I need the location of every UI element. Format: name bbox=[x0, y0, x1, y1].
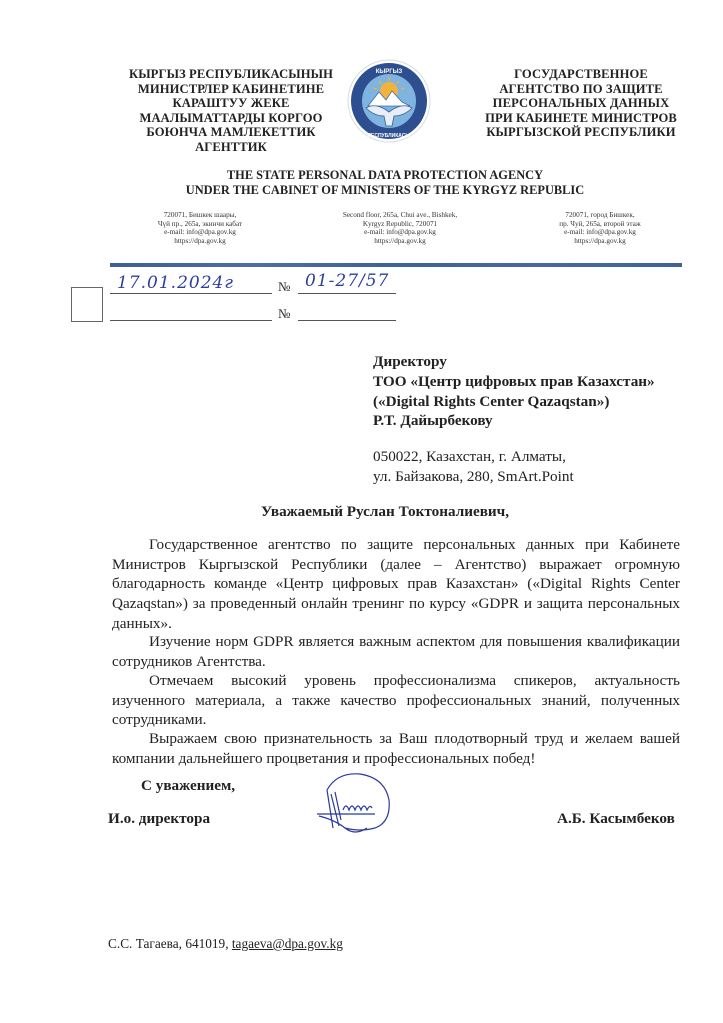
address-email: e-mail: info@dpa.gov.kg bbox=[164, 228, 236, 237]
header-kyrgyz-line: АГЕНТТИК bbox=[195, 139, 267, 154]
header-divider bbox=[110, 263, 682, 267]
address-line: Second floor, 265a, Chui ave., Bishkek, bbox=[342, 211, 458, 219]
header-english-line: THE STATE PERSONAL DATA PROTECTION AGENCY bbox=[226, 168, 544, 182]
address-english bbox=[305, 211, 495, 245]
addressee-line: ТОО «Центр цифровых прав Казахстан» bbox=[373, 372, 655, 390]
address-email: e-mail: info@dpa.gov.kg bbox=[564, 228, 636, 237]
handwritten-signature-icon bbox=[315, 770, 395, 840]
header-english-line: UNDER THE CABINET OF MINISTERS OF THE KYRGYZ REPUBLIC bbox=[185, 183, 585, 197]
addressee-line: Директору bbox=[373, 353, 447, 370]
header-russian-line: КЫРГЫЗСКОЙ РЕСПУБЛИКИ bbox=[486, 125, 676, 139]
closing: С уважением, bbox=[141, 777, 236, 794]
svg-text:КЫРГЫЗ: КЫРГЫЗ bbox=[375, 69, 403, 75]
svg-text:РЕСПУБЛИКАСЫ: РЕСПУБЛИКАСЫ bbox=[367, 133, 411, 139]
incoming-date-line bbox=[110, 320, 272, 321]
header-russian-line: АГЕНТСТВО ПО ЗАЩИТЕ bbox=[499, 81, 663, 96]
addressee-address bbox=[373, 447, 703, 487]
registration-date-line bbox=[110, 293, 272, 294]
address-russian bbox=[505, 211, 695, 245]
address-line: 720071, Бишкек шаары, bbox=[163, 211, 237, 219]
header-kyrgyz-line: МИНИСТРЛЕР КАБИНЕТИНЕ bbox=[137, 81, 325, 96]
address-line: Kyrgyz Republic, 720071 bbox=[362, 219, 438, 228]
address-website: https://dpa.gov.kg bbox=[174, 236, 226, 245]
executor-email-link[interactable]: tagaeva@dpa.gov.kg bbox=[231, 936, 343, 951]
header-russian-line: ПРИ КАБИНЕТЕ МИНИСТРОВ bbox=[485, 110, 677, 125]
address-email: e-mail: info@dpa.gov.kg bbox=[364, 228, 436, 237]
registration-number-line bbox=[298, 293, 396, 294]
executor-info bbox=[108, 936, 343, 952]
registration-date: 17.01.2024г bbox=[117, 273, 234, 293]
address-line: 720071, город Бишкек, bbox=[565, 211, 635, 219]
signer-position: И.о. директора bbox=[108, 810, 211, 827]
registration-number-sign: № bbox=[278, 279, 291, 294]
header-kyrgyz-title bbox=[100, 67, 362, 154]
signer-name: А.Б. Касымбеков bbox=[557, 810, 675, 827]
address-website: https://dpa.gov.kg bbox=[574, 236, 626, 245]
header-kyrgyz-line: БОЮНЧА МАМЛЕКЕТТИК bbox=[146, 125, 316, 139]
header-russian-title bbox=[465, 67, 697, 140]
paragraph-text: Отмечаем высокий уровень профессионализма спикеров, актуальность изученного материала, а также качество профессиональных знаний, полученных сотрудниками. bbox=[112, 672, 680, 729]
executor-name-phone: С.С. Тагаева, 641019, bbox=[108, 936, 232, 951]
header-russian-line: ПЕРСОНАЛЬНЫХ ДАННЫХ bbox=[492, 96, 670, 110]
stamp-box bbox=[71, 287, 103, 322]
header-kyrgyz-line: МААЛЫМАТТАРДЫ КОРГОО bbox=[139, 110, 323, 125]
addressee-line: Р.Т. Дайырбекову bbox=[373, 412, 493, 430]
state-emblem-icon bbox=[346, 58, 432, 144]
header-kyrgyz-line: КЫРГЫЗ РЕСПУБЛИКАСЫНЫН bbox=[128, 67, 333, 81]
addressee-address-line: 050022, Казахстан, г. Алматы, bbox=[373, 448, 566, 465]
paragraph-text: Выражаем свою признательность за Ваш плодотворный труд и желаем вашей компании дальнейшего процветания и профессиональных побед! bbox=[112, 730, 680, 767]
incoming-number-line bbox=[298, 320, 396, 321]
address-website: https://dpa.gov.kg bbox=[374, 236, 426, 245]
address-kyrgyz bbox=[110, 211, 290, 245]
header-russian-line: ГОСУДАРСТВЕННОЕ bbox=[514, 67, 648, 81]
salutation: Уважаемый Руслан Токтоналиевич, bbox=[260, 503, 510, 520]
addressee-address-line: ул. Байзакова, 280, SmArt.Point bbox=[373, 468, 574, 485]
header-english-title bbox=[150, 168, 620, 198]
paragraph-text: Государственное агентство по защите персональных данных при Кабинете Министров Кыргызской Республики (далее – Агентство) выражает огромную благодарность команде «Центр цифровых прав Казахстан» («Digital Rights Center Qazaqstan») за проведенный онлайн тренинг по курсу «GDPR и защита персональных данных». bbox=[112, 536, 680, 632]
body-paragraph-4 bbox=[112, 729, 680, 768]
registration-number: 01-27/57 bbox=[305, 271, 390, 291]
paragraph-text: Изучение норм GDPR является важным аспектом для повышения квалификации сотрудников Агентства. bbox=[112, 633, 680, 670]
address-line: пр. Чуй, 265а, второй этаж bbox=[559, 219, 641, 228]
addressee-line: («Digital Rights Center Qazaqstan») bbox=[373, 392, 610, 410]
body-paragraph-1 bbox=[112, 535, 680, 634]
header-kyrgyz-line: КАРАШТУУ ЖЕКЕ bbox=[172, 96, 290, 110]
addressee bbox=[373, 352, 703, 431]
body-paragraph-2 bbox=[112, 632, 680, 671]
incoming-number-sign: № bbox=[278, 306, 291, 321]
address-line: Чүй пр., 265а, экинчи кабат bbox=[157, 219, 243, 228]
body-paragraph-3 bbox=[112, 671, 680, 730]
